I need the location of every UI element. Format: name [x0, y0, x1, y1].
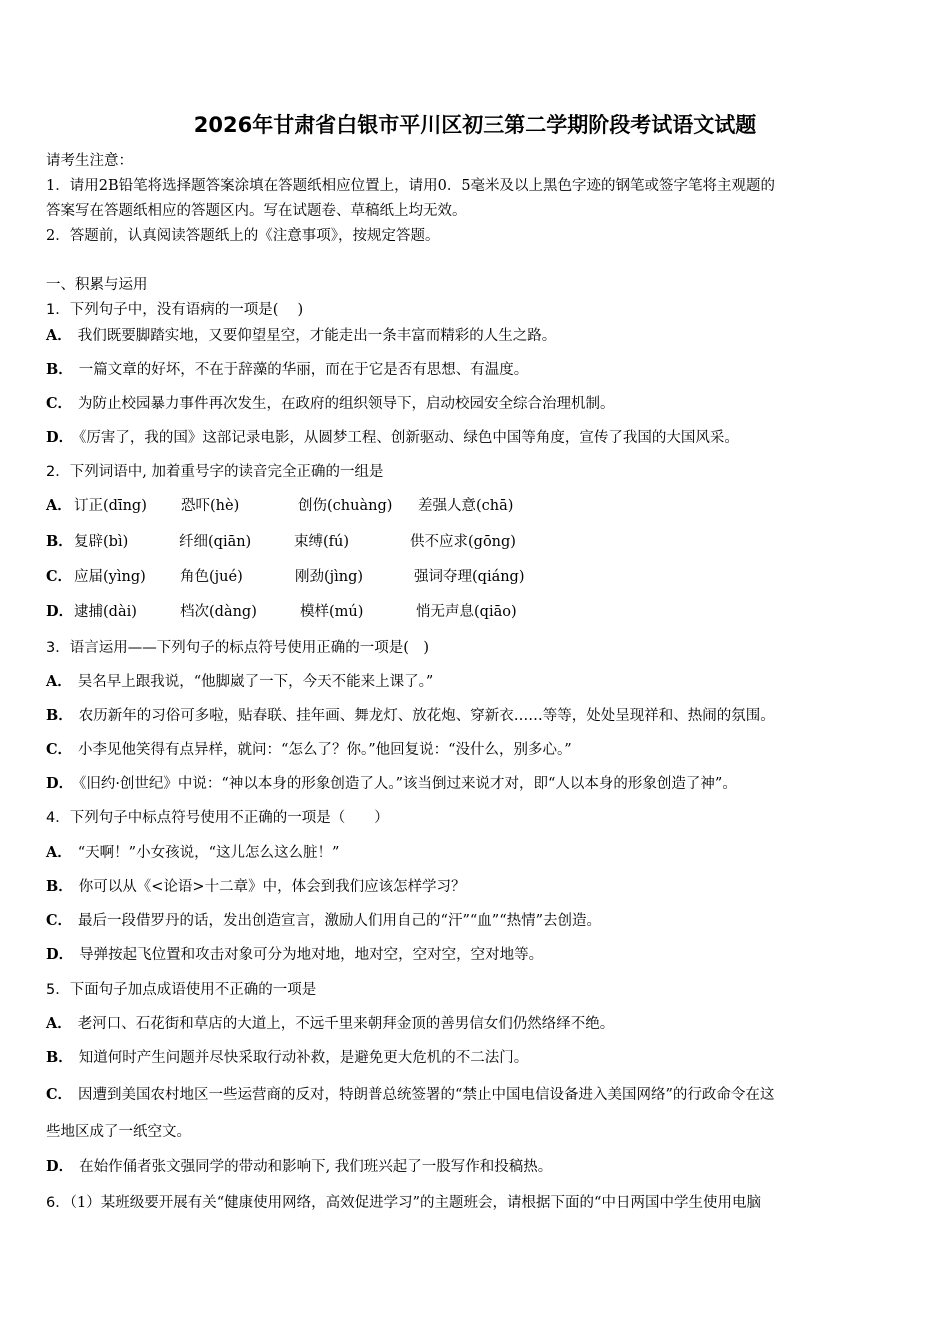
option-text: 老河口、石花街和草店的大道上，不远千里来朝拜金顶的善男信女们仍然络绎不绝。: [77, 1016, 615, 1032]
q3-option-d: [46, 773, 737, 795]
option-item: 悄无声息(qiāo): [416, 604, 517, 620]
question-number: 1．: [46, 302, 70, 318]
q5-option-b: [46, 1047, 528, 1069]
option-label: B．: [46, 1049, 73, 1066]
option-label: D．: [46, 603, 74, 620]
option-text: “天啊！”小女孩说，“这儿怎么这么脏！”: [77, 845, 340, 861]
option-item: 供不应求(gōng): [410, 534, 516, 550]
question-number: 6．: [46, 1195, 70, 1211]
option-text: 《旧约·创世纪》中说：“神以本身的形象创造了人。”该当倒过来说才对，即“人以本身的形象创造了神”。: [79, 776, 737, 792]
q1-option-b: [46, 359, 528, 381]
option-text: 农历新年的习俗可多啦，贴春联、挂年画、舞龙灯、放花炮、穿新衣……等等，处处呈现祥和、热闹的氛围。: [78, 708, 775, 724]
q1-option-c: [46, 393, 615, 415]
question-number: 3．: [46, 640, 70, 656]
question-stem: 下列句子中，没有语病的一项是( ): [69, 302, 304, 318]
option-item: 差强人意(chā): [418, 498, 514, 514]
option-label: C．: [46, 1086, 73, 1103]
q5-option-a: [46, 1013, 614, 1035]
notice-line-1a: 1．请用2B铅笔将选择题答案涂填在答题纸相应位置上，请用0．5毫米及以上黑色字迹的钢笔或签字笔将主观题的: [46, 178, 776, 194]
option-label: C．: [46, 568, 73, 585]
option-item: 强词夺理(qiáng): [414, 569, 525, 585]
option-item: 刚劲(jìng): [295, 569, 364, 585]
option-item: 创伤(chuàng): [298, 498, 393, 514]
question-stem: 语言运用——下列句子的标点符号使用正确的一项是( ): [69, 640, 430, 656]
option-label: D．: [46, 775, 74, 792]
option-text: 在始作俑者张文强同学的带动和影响下, 我们班兴起了一股写作和投稿热。: [79, 1159, 553, 1175]
option-label: D．: [46, 1158, 74, 1175]
option-label: A．: [46, 1015, 72, 1032]
question-3: [46, 637, 429, 659]
option-item: 模样(mú): [300, 604, 364, 620]
option-label: C．: [46, 395, 73, 412]
option-label: D．: [46, 946, 74, 963]
option-text: 因遭到美国农村地区一些运营商的反对，特朗普总统签署的“禁止中国电信设备进入美国网络”的行政命令在这: [78, 1087, 775, 1103]
option-item: 复辟(bì): [74, 534, 129, 550]
q2-option-a: [46, 495, 906, 517]
option-text: 导弹按起飞位置和攻击对象可分为地对地，地对空，空对空，空对地等。: [79, 947, 544, 963]
option-text: 我们既要脚踏实地，又要仰望星空，才能走出一条丰富而精彩的人生之路。: [77, 328, 557, 344]
section-heading: 一、积累与运用: [46, 277, 148, 293]
option-label: C．: [46, 741, 73, 758]
option-label: B．: [46, 707, 73, 724]
q3-option-c: [46, 739, 572, 761]
q4-option-b: [46, 876, 466, 898]
q3-option-a: [46, 671, 433, 693]
question-stem: 下面句子加点成语使用不正确的一项是: [69, 982, 317, 998]
option-label: A．: [46, 497, 72, 514]
question-stem: 下列句子中标点符号使用不正确的一项是（ ）: [69, 810, 389, 826]
question-stem: （1）某班级要开展有关“健康使用网络，高效促进学习”的主题班会，请根据下面的“中日两国中学生使用电脑: [69, 1195, 761, 1211]
q1-option-d: [46, 427, 739, 449]
q3-option-b: [46, 705, 775, 727]
q1-option-a: [46, 325, 556, 347]
q2-option-d: [46, 601, 906, 623]
option-label: A．: [46, 327, 72, 344]
option-text: 为防止校园暴力事件再次发生，在政府的组织领导下，启动校园安全综合治理机制。: [78, 396, 615, 412]
notice-heading: 请考生注意：: [46, 153, 133, 169]
option-text: 一篇文章的好坏，不在于辞藻的华丽，而在于它是否有思想、有温度。: [78, 362, 529, 378]
q2-option-b: [46, 531, 906, 553]
question-number: 2．: [46, 464, 70, 480]
option-item: 纤细(qiān): [179, 534, 252, 550]
option-text: 知道何时产生问题并尽快采取行动补救，是避免更大危机的不二法门。: [78, 1050, 529, 1066]
question-1: [46, 299, 303, 321]
q5-option-c-continued: 些地区成了一纸空文。: [46, 1124, 191, 1140]
option-label: D．: [46, 429, 74, 446]
option-item: 角色(jué): [180, 569, 243, 585]
q4-option-a: [46, 842, 339, 864]
question-5: [46, 979, 316, 1001]
option-text: 《厉害了，我的国》这部记录电影，从圆梦工程、创新驱动、绿色中国等角度，宣传了我国的大国风采。: [79, 430, 739, 446]
q2-option-c: [46, 566, 906, 588]
question-number: 5．: [46, 982, 70, 998]
question-4: [46, 807, 389, 829]
question-2: [46, 461, 383, 483]
question-stem: 下列词语中, 加着重号字的读音完全正确的一组是: [69, 464, 384, 480]
option-text: 最后一段借罗丹的话，发出创造宣言，激励人们用自己的“汗”“血”“热情”去创造。: [78, 913, 602, 929]
notice-line-2: 2．答题前，认真阅读答题纸上的《注意事项》，按规定答题。: [46, 228, 440, 244]
option-text: 你可以从《<论语>十二章》中，体会到我们应该怎样学习？: [78, 879, 466, 895]
option-label: A．: [46, 844, 72, 861]
option-text: 小李见他笑得有点异样，就问：“怎么了？你。”他回复说：“没什么，别多心。”: [78, 742, 572, 758]
notice-line-1b: 答案写在答题纸相应的答题区内。写在试题卷、草稿纸上均无效。: [46, 203, 467, 219]
option-item: 应届(yìng): [74, 569, 146, 585]
option-item: 恐吓(hè): [181, 498, 240, 514]
option-item: 束缚(fú): [294, 534, 350, 550]
option-text: 吴名早上跟我说，“他脚崴了一下，今天不能来上课了。”: [77, 674, 434, 690]
option-label: C．: [46, 912, 73, 929]
option-item: 档次(dàng): [180, 604, 257, 620]
q5-option-c: [46, 1084, 774, 1106]
option-label: B．: [46, 878, 73, 895]
option-item: 逮捕(dài): [74, 604, 137, 620]
option-label: B．: [46, 361, 73, 378]
option-label: A．: [46, 673, 72, 690]
question-6: [46, 1192, 761, 1214]
question-number: 4．: [46, 810, 70, 826]
q5-option-d: [46, 1156, 552, 1178]
option-item: 订正(dīng): [74, 498, 147, 514]
page-title: 2026年甘肃省白银市平川区初三第二学期阶段考试语文试题: [193, 113, 757, 137]
q4-option-d: [46, 944, 543, 966]
q4-option-c: [46, 910, 601, 932]
option-label: B．: [46, 533, 73, 550]
